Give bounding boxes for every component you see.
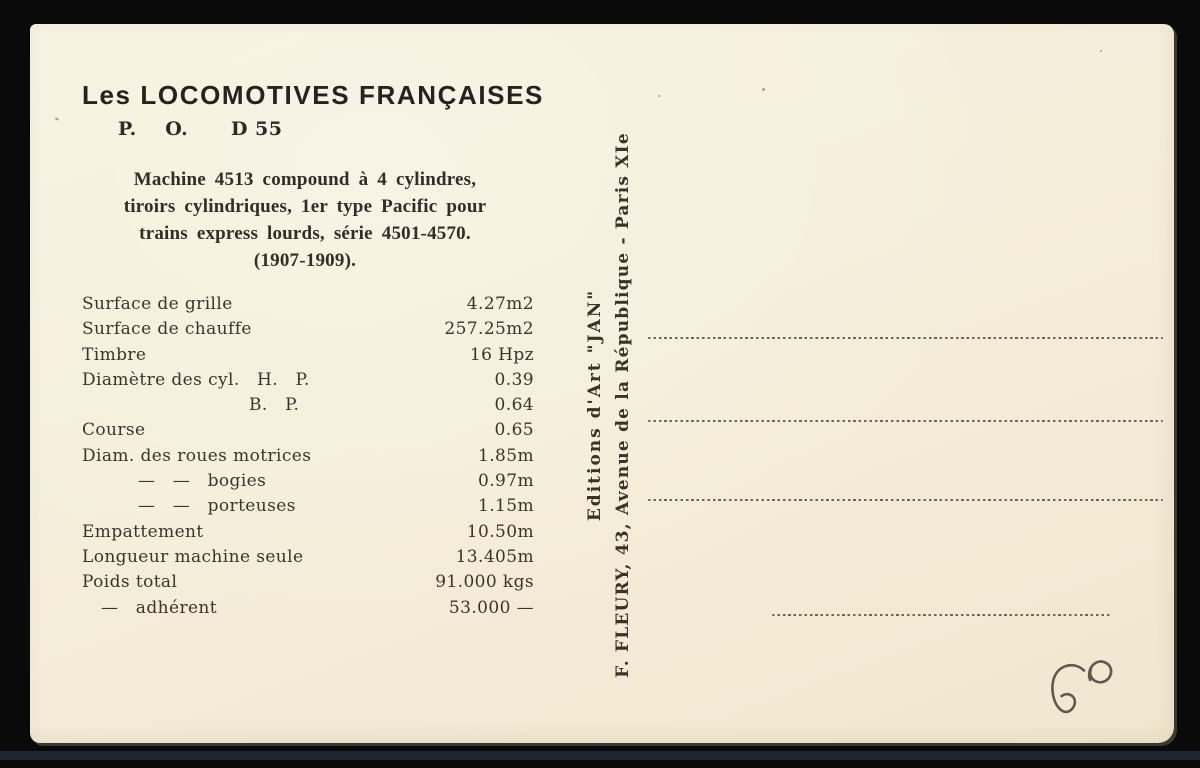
spec-label: Diam. des roues motrices [82, 445, 312, 466]
spec-label: — — bogies [138, 471, 267, 492]
description-line: tiroirs cylindriques, 1er type Pacific pour [123, 196, 487, 217]
spec-value: 16 Hpz [469, 344, 534, 365]
spec-label: Course [82, 420, 146, 441]
spec-label: Poids total [82, 572, 178, 593]
spec-value: 0.97m [478, 471, 534, 492]
spec-value: 10.50m [466, 521, 534, 542]
paper-speck [55, 117, 59, 121]
spec-row [82, 420, 534, 445]
spec-row [82, 294, 534, 319]
spec-table [82, 294, 534, 623]
scanner-bed-edge [0, 751, 1200, 760]
spec-row [82, 446, 534, 471]
paper-speck [762, 88, 765, 91]
address-line-2 [648, 420, 1163, 422]
spec-value: 0.65 [494, 420, 534, 441]
spec-label: Timbre [82, 344, 147, 365]
spec-value: 4.27m2 [466, 294, 534, 314]
spec-label: — — porteuses [138, 496, 296, 517]
spec-row [82, 572, 534, 597]
postcard-title: Les LOCOMOTIVES FRANÇAISES [82, 80, 544, 110]
spec-value: 0.64 [494, 395, 534, 416]
spec-row [82, 370, 534, 395]
spec-value: 53.000 — [448, 597, 534, 618]
spec-value: 1.85m [478, 445, 534, 466]
spec-row [82, 496, 534, 521]
spec-label: Surface de grille [82, 294, 233, 314]
spec-label: Diamètre des cyl. H. P. [82, 369, 310, 390]
address-line-3 [648, 499, 1163, 501]
spec-row [82, 395, 534, 420]
spec-label: Empattement [82, 521, 204, 542]
spec-row [82, 522, 534, 547]
spec-label: Surface de chauffe [82, 319, 252, 340]
spec-label: Longueur machine seule [82, 546, 304, 567]
publisher-name: Editions d'Art "JAN" [585, 288, 605, 522]
paper-speck [1100, 50, 1102, 52]
spec-value: 0.39 [494, 369, 534, 390]
spec-label: — adhérent [101, 597, 218, 618]
spec-label: B. P. [249, 395, 300, 416]
publisher-address: F. FLEURY, 43, Avenue de la République - Paris XIe [613, 132, 633, 678]
postcard [30, 24, 1174, 743]
description-line: (1907-1909). [253, 250, 357, 271]
description-line: trains express lourds, série 4501-4570. [139, 223, 471, 244]
spec-value: 1.15m [478, 496, 534, 517]
spec-row [82, 598, 534, 623]
description [70, 166, 540, 274]
address-line-4 [772, 614, 1112, 616]
paper-speck [658, 95, 660, 97]
spec-value: 91.000 kgs [435, 572, 534, 593]
spec-row [82, 345, 534, 370]
address-line-1 [648, 337, 1163, 339]
series-code: P. O. D 55 [118, 118, 283, 140]
spec-value: 257.25m2 [444, 319, 534, 340]
spec-row [82, 547, 534, 572]
description-line: Machine 4513 compound à 4 cylindres, [133, 169, 477, 190]
spec-row [82, 319, 534, 344]
pencil-mark [1031, 652, 1131, 745]
spec-row [82, 471, 534, 496]
spec-value: 13.405m [455, 546, 534, 567]
publisher-block [581, 125, 639, 685]
